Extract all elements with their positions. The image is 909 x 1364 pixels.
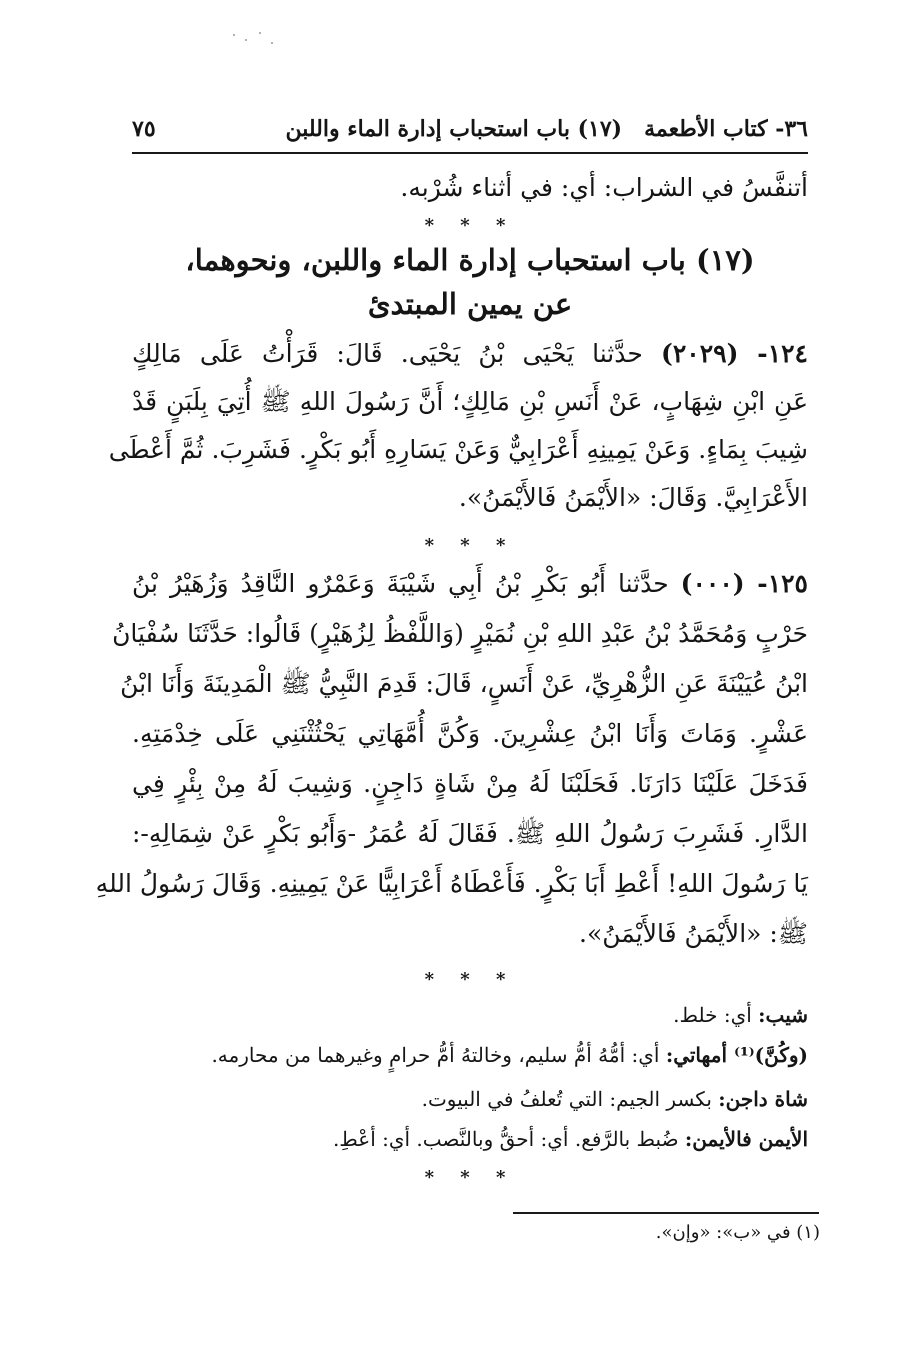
- hadith-125-line-8: ﷺ: «الأَيْمَنُ فَالأَيْمَنُ».: [579, 919, 808, 948]
- book-title: ٣٦- كتاب الأطعمة: [644, 116, 808, 142]
- chapter-running-title: (١٧) باب استحباب إدارة الماء واللبن: [285, 116, 623, 142]
- note-4: الأيمن فالأيمن: ضُبط بالرَّفع. أي: أحقُّ وبالنَّصب. أي: أعْطِ.: [332, 1127, 808, 1151]
- footnote: (١) في «ب»: «وإن».: [655, 1222, 820, 1243]
- note-2: (وكُنَّ)⁽¹⁾ أمهاتي: أي: أمُّهُ أمُّ سليم، وخالتهُ أمُّ حرامٍ وغيرهما من محارمه.: [211, 1043, 808, 1067]
- hadith-125-line-3: ابْنُ عُيَيْنَةَ عَنِ الزُّهْرِيِّ، عَنْ أَنَسٍ، قَالَ: قَدِمَ النَّبِيُّ ﷺ الْمَدِينَةَ وَأَنَا ابْنُ: [120, 669, 808, 698]
- section-separator: * * *: [424, 1167, 516, 1188]
- footnote-rule: [513, 1212, 819, 1214]
- speckle: [233, 34, 235, 36]
- hadith-124-line-1: ١٢٤- (٢٠٢٩) حدَّثنا يَحْيَى بْنُ يَحْيَى. قَالَ: قَرَأْتُ عَلَى مَالِكٍ: [132, 339, 808, 368]
- chapter-heading-line-1: (١٧) باب استحباب إدارة الماء واللبن، ونحوهما،: [185, 243, 755, 277]
- hadith-125-line-7: يَا رَسُولَ اللهِ! أَعْطِ أَبَا بَكْرٍ. فَأَعْطَاهُ أَعْرَابِيًّا عَنْ يَمِينِهِ. وَقَالَ رَسُولُ اللهِ: [95, 869, 808, 898]
- hadith-number: ١٢٤- (٢٠٢٩): [661, 339, 808, 368]
- hadith-125-line-4: عَشْرٍ. وَمَاتَ وَأَنَا ابْنُ عِشْرِينَ. وَكُنَّ أُمَّهَاتِي يَحْثُثْنَنِي عَلَى خِدْمَتِهِ.: [132, 719, 808, 748]
- running-title: [285, 116, 808, 142]
- running-header: [132, 112, 808, 154]
- speckle: [271, 42, 273, 44]
- hadith-125-line-5: فَدَخَلَ عَلَيْنَا دَارَنَا. فَحَلَبْنَا لَهُ مِنْ شَاةٍ دَاجِنٍ. وَشِيبَ لَهُ مِنْ بِئْرٍ فِي: [132, 769, 808, 798]
- note-3: شاة داجن: بكسر الجيم: التي تُعلفُ في البيوت.: [421, 1087, 808, 1111]
- chapter-heading-line-2: عن يمين المبتدئ: [367, 287, 573, 321]
- hadith-125-line-6: الدَّارِ. فَشَرِبَ رَسُولُ اللهِ ﷺ. فَقَالَ لَهُ عُمَرُ -وَأَبُو بَكْرٍ عَنْ شِمَالِهِ-:: [132, 819, 808, 848]
- scan-speckles: [225, 30, 285, 50]
- hadith-number: ١٢٥- (٠٠٠): [680, 569, 808, 598]
- section-separator: * * *: [424, 215, 516, 236]
- hadith-125-line-2: حَرْبٍ وَمُحَمَّدُ بْنُ عَبْدِ اللهِ بْنِ نُمَيْرٍ (وَاللَّفْظُ لِزُهَيْرٍ) قَالُوا: حَدَّثَنَا سُفْيَانُ: [112, 619, 808, 648]
- speckle: [259, 32, 261, 34]
- speckle: [245, 39, 247, 41]
- hadith-124-line-2: عَنِ ابْنِ شِهَابٍ، عَنْ أَنَسِ بْنِ مَالِكٍ؛ أَنَّ رَسُولَ اللهِ ﷺ أُتِيَ بِلَبَنٍ قَدْ: [132, 387, 808, 416]
- intro-line: أتنفَّسُ في الشراب: أي: في أثناء شُرْبه.: [400, 173, 808, 202]
- section-separator: * * *: [424, 535, 516, 556]
- section-separator: * * *: [424, 969, 516, 990]
- page-number: ٧٥: [132, 116, 156, 142]
- hadith-124-line-3: شِيبَ بِمَاءٍ. وَعَنْ يَمِينِهِ أَعْرَابِيٌّ وَعَنْ يَسَارِهِ أَبُو بَكْرٍ. فَشَرِبَ. ثُمَّ أَعْطَى: [108, 435, 808, 464]
- hadith-124-line-4: الأَعْرَابِيَّ. وَقَالَ: «الأَيْمَنُ فَالأَيْمَنُ».: [458, 483, 808, 512]
- note-1: شيب: أي: خلط.: [673, 1003, 808, 1027]
- hadith-125-line-1: ١٢٥- (٠٠٠) حدَّثنا أَبُو بَكْرِ بْنُ أَبِي شَيْبَةَ وَعَمْرٌو النَّاقِدُ وَزُهَيْرُ بْنُ: [132, 569, 808, 598]
